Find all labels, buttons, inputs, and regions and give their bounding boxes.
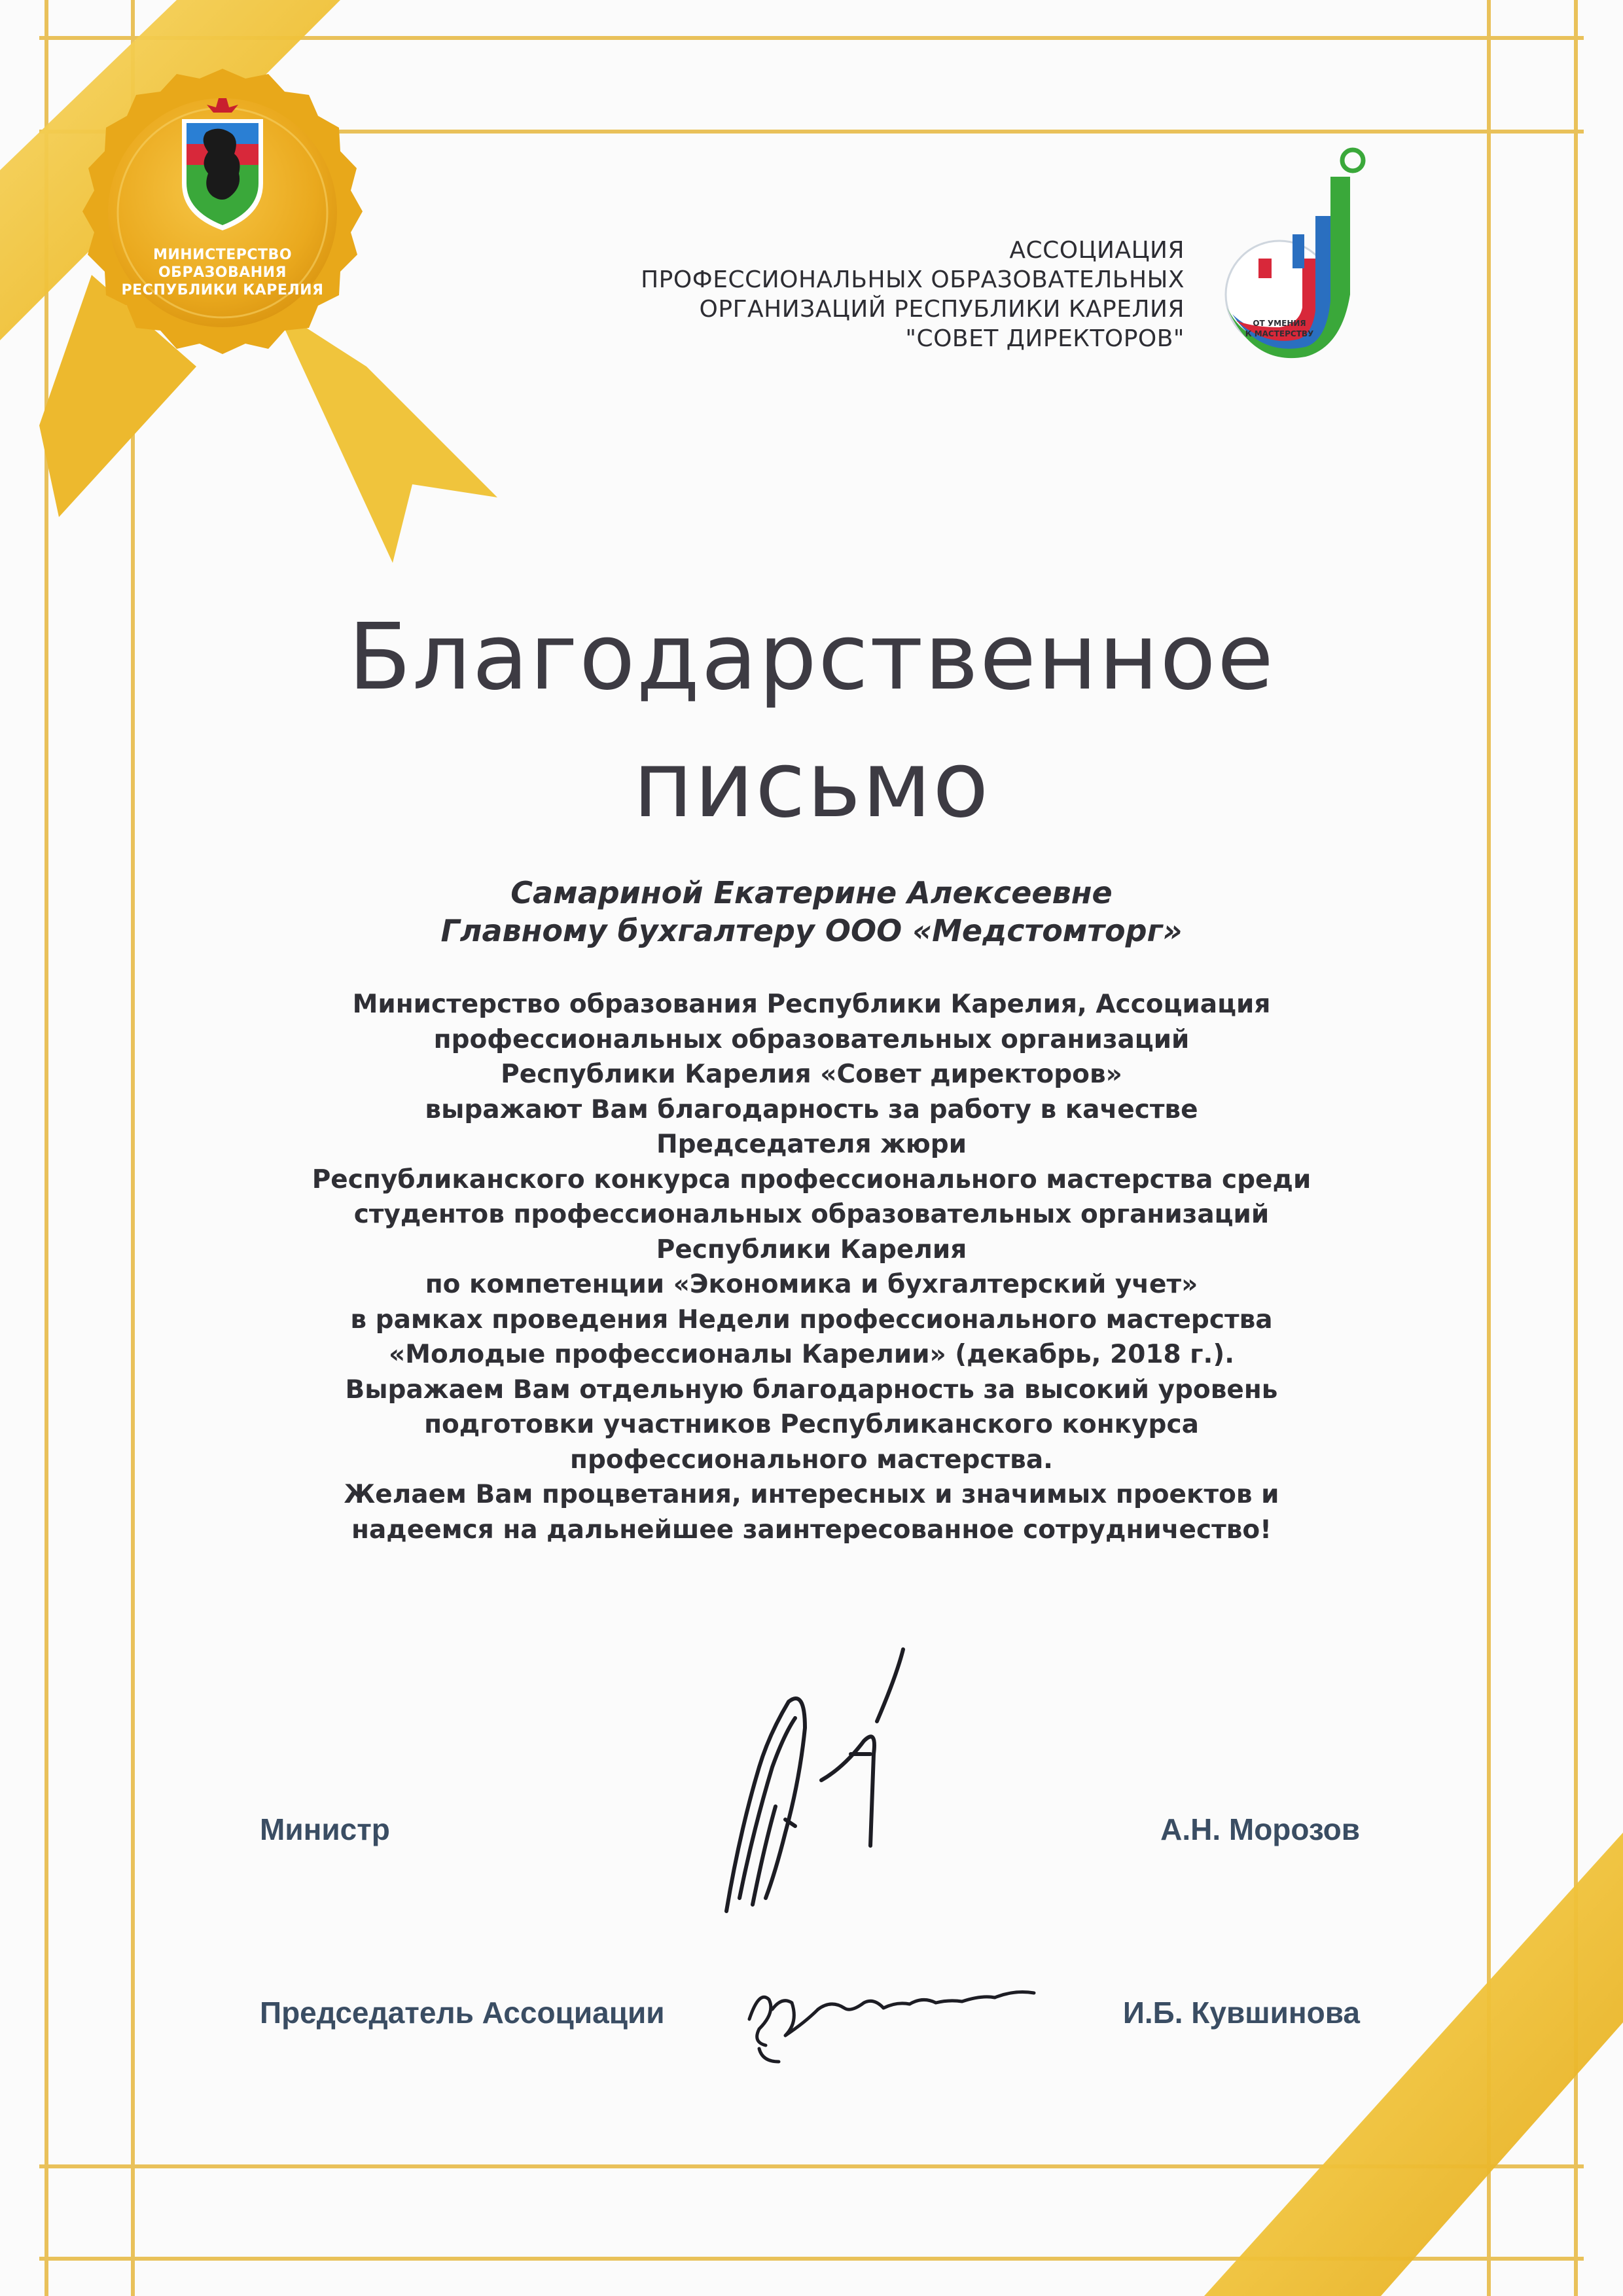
- body-line: в рамках проведения Недели профессионального мастерства: [350, 1304, 1273, 1335]
- minister-signature: [726, 1649, 903, 1911]
- chair-signature: [749, 1992, 1034, 2062]
- association-line-2: ПРОФЕССИОНАЛЬНЫХ ОБРАЗОВАТЕЛЬНЫХ: [641, 266, 1185, 293]
- body-line: по компетенции «Экономика и бухгалтерский учет»: [425, 1270, 1198, 1299]
- body-line: Республики Карелия «Совет директоров»: [501, 1060, 1122, 1089]
- body-line: подготовки участников Республиканского конкурса: [424, 1410, 1199, 1439]
- association-line-3: ОРГАНИЗАЦИЙ РЕСПУБЛИКИ КАРЕЛИЯ: [699, 296, 1185, 323]
- logo-slogan-line-1: ОТ УМЕНИЯ: [1253, 319, 1306, 328]
- chair-name: И.Б. Кувшинова: [1122, 1996, 1360, 2030]
- medal-line-2: ОБРАЗОВАНИЯ: [158, 264, 287, 281]
- logo-slogan-line-2: К МАСТЕРСТВУ: [1245, 329, 1314, 338]
- association-line-4: "СОВЕТ ДИРЕКТОРОВ": [905, 325, 1185, 352]
- body-line: Председателя жюри: [656, 1130, 967, 1159]
- body-line: Желаем Вам процветания, интересных и значимых проектов и: [344, 1480, 1279, 1509]
- document-title-line-1: Благодарственное: [348, 604, 1275, 711]
- minister-name: А.Н. Морозов: [1160, 1812, 1360, 1846]
- medal-line-3: РЕСПУБЛИКИ КАРЕЛИЯ: [121, 282, 324, 298]
- body-line: студентов профессиональных образовательных организаций: [353, 1200, 1270, 1229]
- medal-line-1: МИНИСТЕРСТВО: [152, 247, 293, 263]
- minister-title: Министр: [260, 1812, 390, 1846]
- body-line: выражают Вам благодарность за работу в качестве: [425, 1094, 1198, 1124]
- recipient-name: Самариной Екатерине Алексеевне: [510, 875, 1113, 910]
- body-line: Республиканского конкурса профессионального мастерства среди: [312, 1164, 1311, 1194]
- chair-title: Председатель Ассоциации: [260, 1996, 665, 2030]
- body-line: Выражаем Вам отдельную благодарность за высокий уровень: [345, 1374, 1278, 1405]
- body-line: «Молодые профессионалы Карелии» (декабрь, 2018 г.).: [388, 1340, 1235, 1369]
- body-line: Республики Карелия: [656, 1234, 967, 1265]
- body-line: профессионального мастерства.: [570, 1444, 1053, 1475]
- association-line-1: АССОЦИАЦИЯ: [1009, 237, 1185, 264]
- body-line: Министерство образования Республики Карелия, Ассоциация: [352, 990, 1271, 1019]
- recipient-position: Главному бухгалтеру ООО «Медстомторг»: [440, 913, 1183, 948]
- body-line: профессиональных образовательных организаций: [433, 1024, 1190, 1054]
- body-line: надеемся на дальнейшее заинтересованное сотрудничество!: [351, 1515, 1272, 1545]
- document-title-line-2: письмо: [633, 732, 990, 838]
